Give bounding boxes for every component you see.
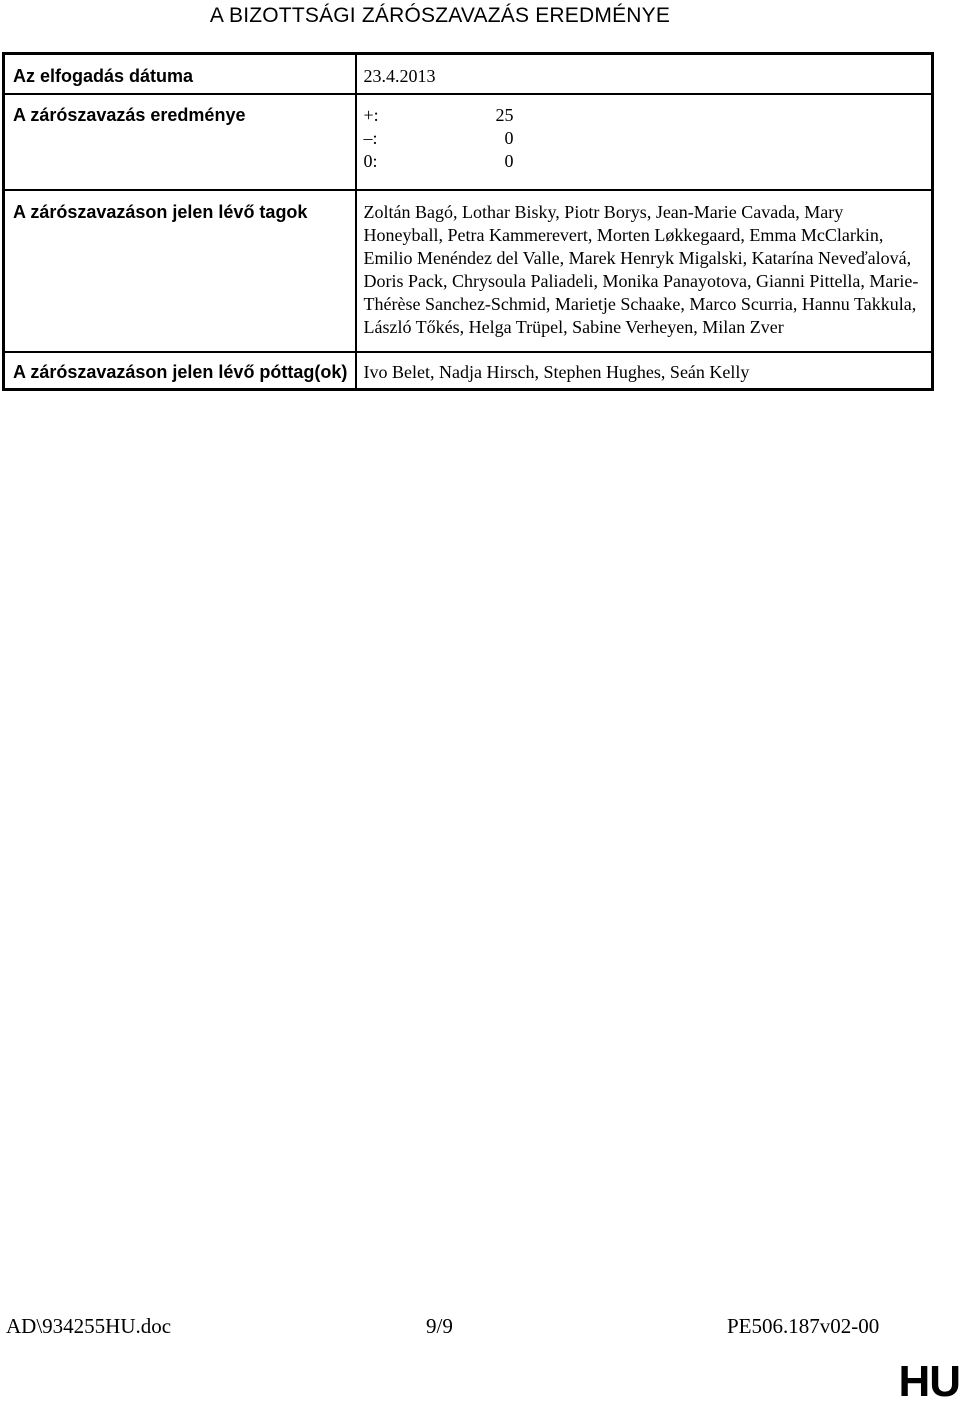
page-footer (6, 1314, 886, 1340)
footer-page-number: 9/9 (426, 1314, 453, 1338)
footer-reference: PE506.187v02-00 (727, 1314, 880, 1338)
substitutes-present-label: A zárószavazáson jelen lévő póttag(ok) (4, 352, 356, 390)
members-present-row (4, 190, 933, 352)
final-vote-result-row (4, 94, 933, 190)
final-vote-table (2, 52, 934, 391)
document-title: A BIZOTTSÁGI ZÁRÓSZAVAZÁS EREDMÉNYE (209, 4, 671, 27)
language-code: HU (898, 1357, 960, 1406)
abstentions-count: 0 (504, 150, 514, 171)
final-vote-result-label: A zárószavazás eredménye (4, 94, 356, 190)
footer-filename: AD\934255HU.doc (6, 1314, 172, 1338)
votes-for-symbol: +: (363, 104, 379, 125)
abstentions-symbol: 0: (363, 150, 378, 171)
adoption-date-label: Az elfogadás dátuma (4, 54, 356, 94)
members-present-list: Zoltán Bagó, Lothar Bisky, Piotr Borys, Jean-Marie Cavada, Mary Honeyball, Petra Kammerevert, Morten Løkkegaard, Emma McClarkin, Emilio Menéndez del Valle, Marek Henryk Migalski, Katarína Neveďalová, Doris Pack, Chrysoula Paliadeli, Monika Panayotova, Gianni Pittella, Marie-Thérèse Sanchez-Schmid, Marietje Schaake, Marco Scurria, Hannu Takkula, László Tőkés, Helga Trüpel, Sabine Verheyen, Milan Zver (356, 190, 933, 352)
votes-against-count: 0 (504, 127, 514, 148)
final-vote-result-values (356, 94, 933, 190)
adoption-date-value: 23.4.2013 (356, 54, 933, 94)
substitutes-present-list: Ivo Belet, Nadja Hirsch, Stephen Hughes, Seán Kelly (356, 352, 933, 390)
votes-against-symbol: –: (363, 127, 378, 148)
substitutes-present-row (4, 352, 933, 390)
votes-for-count: 25 (495, 104, 514, 125)
adoption-date-row (4, 54, 933, 94)
members-present-label: A zárószavazáson jelen lévő tagok (4, 190, 356, 352)
